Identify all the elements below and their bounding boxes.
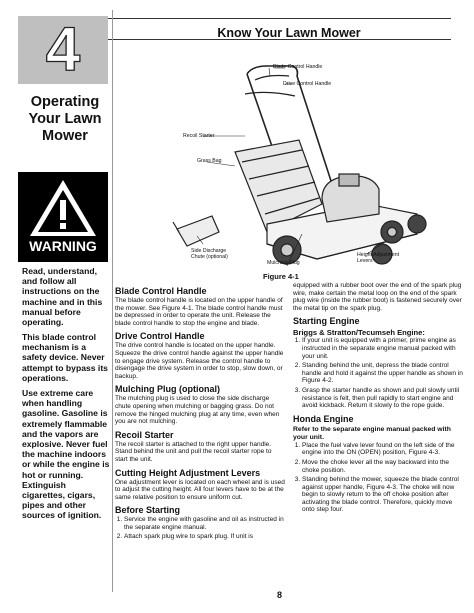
honda-step: 3. Standing behind the mower, squeeze the blade control against upper handle, Figure 4-3. The choke will now begin to slowly return to the off choke position after activating the blade control. Therefore, quickly move onto step four.: [302, 476, 463, 514]
briggs-step: 1. If your unit is equipped with a primer, prime engine as instructed in the separate engine manual packed with your unit.: [302, 337, 463, 360]
callout-blade-control-handle: Blade Control Handle: [273, 64, 323, 70]
heading-briggs-engine: Briggs & Stratton/Tecumseh Engine:: [293, 328, 425, 338]
right-column: [293, 282, 463, 516]
text-cutting-height: One adjustment lever is located on each wheel and is used to adjust the cutting height. All four levers have to be at the same relative position to ensure uniform cut.: [115, 478, 285, 501]
honda-steps: [293, 442, 463, 514]
warning-text-gasoline: Use extreme care when handling gasoline. Gasoline is extremely flammable and the vapors are explosive. Never fuel the machine indoors or while the engine is hot or running. Extinguish cigarettes, cigars, pipes and other sources of ignition.: [22, 388, 110, 521]
honda-step: 2. Move the choke lever all the way backward into the choke position.: [302, 459, 463, 474]
before-starting-steps: [115, 516, 285, 541]
callout-grass-bag: Grass Bag: [197, 158, 222, 164]
before-starting-step: 2. Attach spark plug wire to spark plug. If unit is: [124, 533, 285, 541]
heading-drive-control: Drive Control Handle: [115, 331, 205, 342]
warning-text-read: Read, understand, and follow all instructions on the machine and in this manual before operating.: [22, 266, 103, 328]
warning-label: WARNING: [29, 238, 97, 254]
before-starting-step: 1. Service the engine with gasoline and oil as instructed in the separate engine manual.: [124, 516, 285, 531]
page-title: Know Your Lawn Mower: [217, 26, 361, 40]
heading-honda-engine: Honda Engine: [293, 413, 354, 424]
text-drive-control: The drive control handle is located on the upper handle. Squeeze the drive control handle against the upper handle to engage drive system. Release the control handle to disengage the drive system in order to stop, slow down, or backup.: [115, 342, 284, 380]
callout-recoil-starter: Recoil Starter: [183, 133, 215, 139]
callout-side-discharge: Side Discharge Chute (optional): [191, 248, 228, 260]
left-column: [115, 282, 285, 543]
honda-step: 1. Place the fuel valve lever found on the left side of the engine into the ON (OPEN) position, Figure 4-3.: [302, 442, 463, 457]
honda-note: Refer to the separate engine manual packed with your unit.: [293, 425, 451, 441]
briggs-step: 3. Grasp the starter handle as shown and pull slowly until resistance is felt, then pull rapidly to start engine and avoid kickback. Return it slowly to the rope guide.: [302, 387, 463, 410]
chapter-number-box: [18, 16, 108, 84]
figure-caption: Figure 4-1: [263, 272, 299, 281]
chapter-title-line-3: Mower: [42, 128, 88, 144]
heading-cutting-height: Cutting Height Adjustment Levers: [115, 467, 261, 478]
heading-starting-engine: Starting Engine: [293, 316, 360, 327]
text-recoil-starter: The recoil starter is attached to the right upper handle. Stand behind the unit and pull the recoil starter rope to start the unit.: [115, 440, 272, 463]
heading-blade-control: Blade Control Handle: [115, 286, 207, 296]
briggs-steps: [293, 337, 463, 409]
callout-height-adjustment: Height Adjustment Levers: [357, 252, 400, 264]
chapter-title: [24, 94, 106, 145]
lawn-mower-diagram: [117, 54, 465, 270]
warning-text-blade: This blade control mechanism is a safety device. Never attempt to bypass its operations.: [22, 332, 108, 383]
text-blade-control: The blade control handle is located on the upper handle of the mower. See Figure 4-1. The blade control handle must be depressed in order to operate the unit. Release the blade control handle to stop the engine and blade.: [115, 297, 283, 327]
callout-mulching-plug: Mulching Plug: [267, 260, 300, 266]
briggs-step: 2. Standing behind the unit, depress the blade control handle and hold it against the upper handle as shown in Figure 4-2.: [302, 362, 463, 385]
heading-mulching-plug: Mulching Plug (optional): [115, 384, 220, 395]
heading-recoil-starter: Recoil Starter: [115, 429, 174, 440]
chapter-title-line-2: Your Lawn: [28, 111, 102, 127]
main-content: [112, 10, 468, 600]
callout-drive-control-handle: Drive Control Handle: [283, 81, 332, 87]
chapter-number: 4: [45, 15, 81, 84]
text-spark-plug-continued: equipped with a rubber boot over the end of the spark plug wire, make certain the metal loop on the end of the spark plug wire (inside the rubber boot) is fastened securely over the metal tip on the spark plug.: [293, 282, 462, 312]
page-number: 8: [277, 590, 283, 600]
page: [4, 4, 470, 603]
text-mulching-plug: The mulching plug is used to close the side discharge chute opening when mulching or bagging grass. Do not remove the hinged mulching plug at any time, even when you are not mulching.: [115, 395, 280, 426]
heading-before-starting: Before Starting: [115, 505, 181, 516]
chapter-title-line-1: Operating: [30, 94, 100, 110]
sidebar: [12, 10, 110, 592]
